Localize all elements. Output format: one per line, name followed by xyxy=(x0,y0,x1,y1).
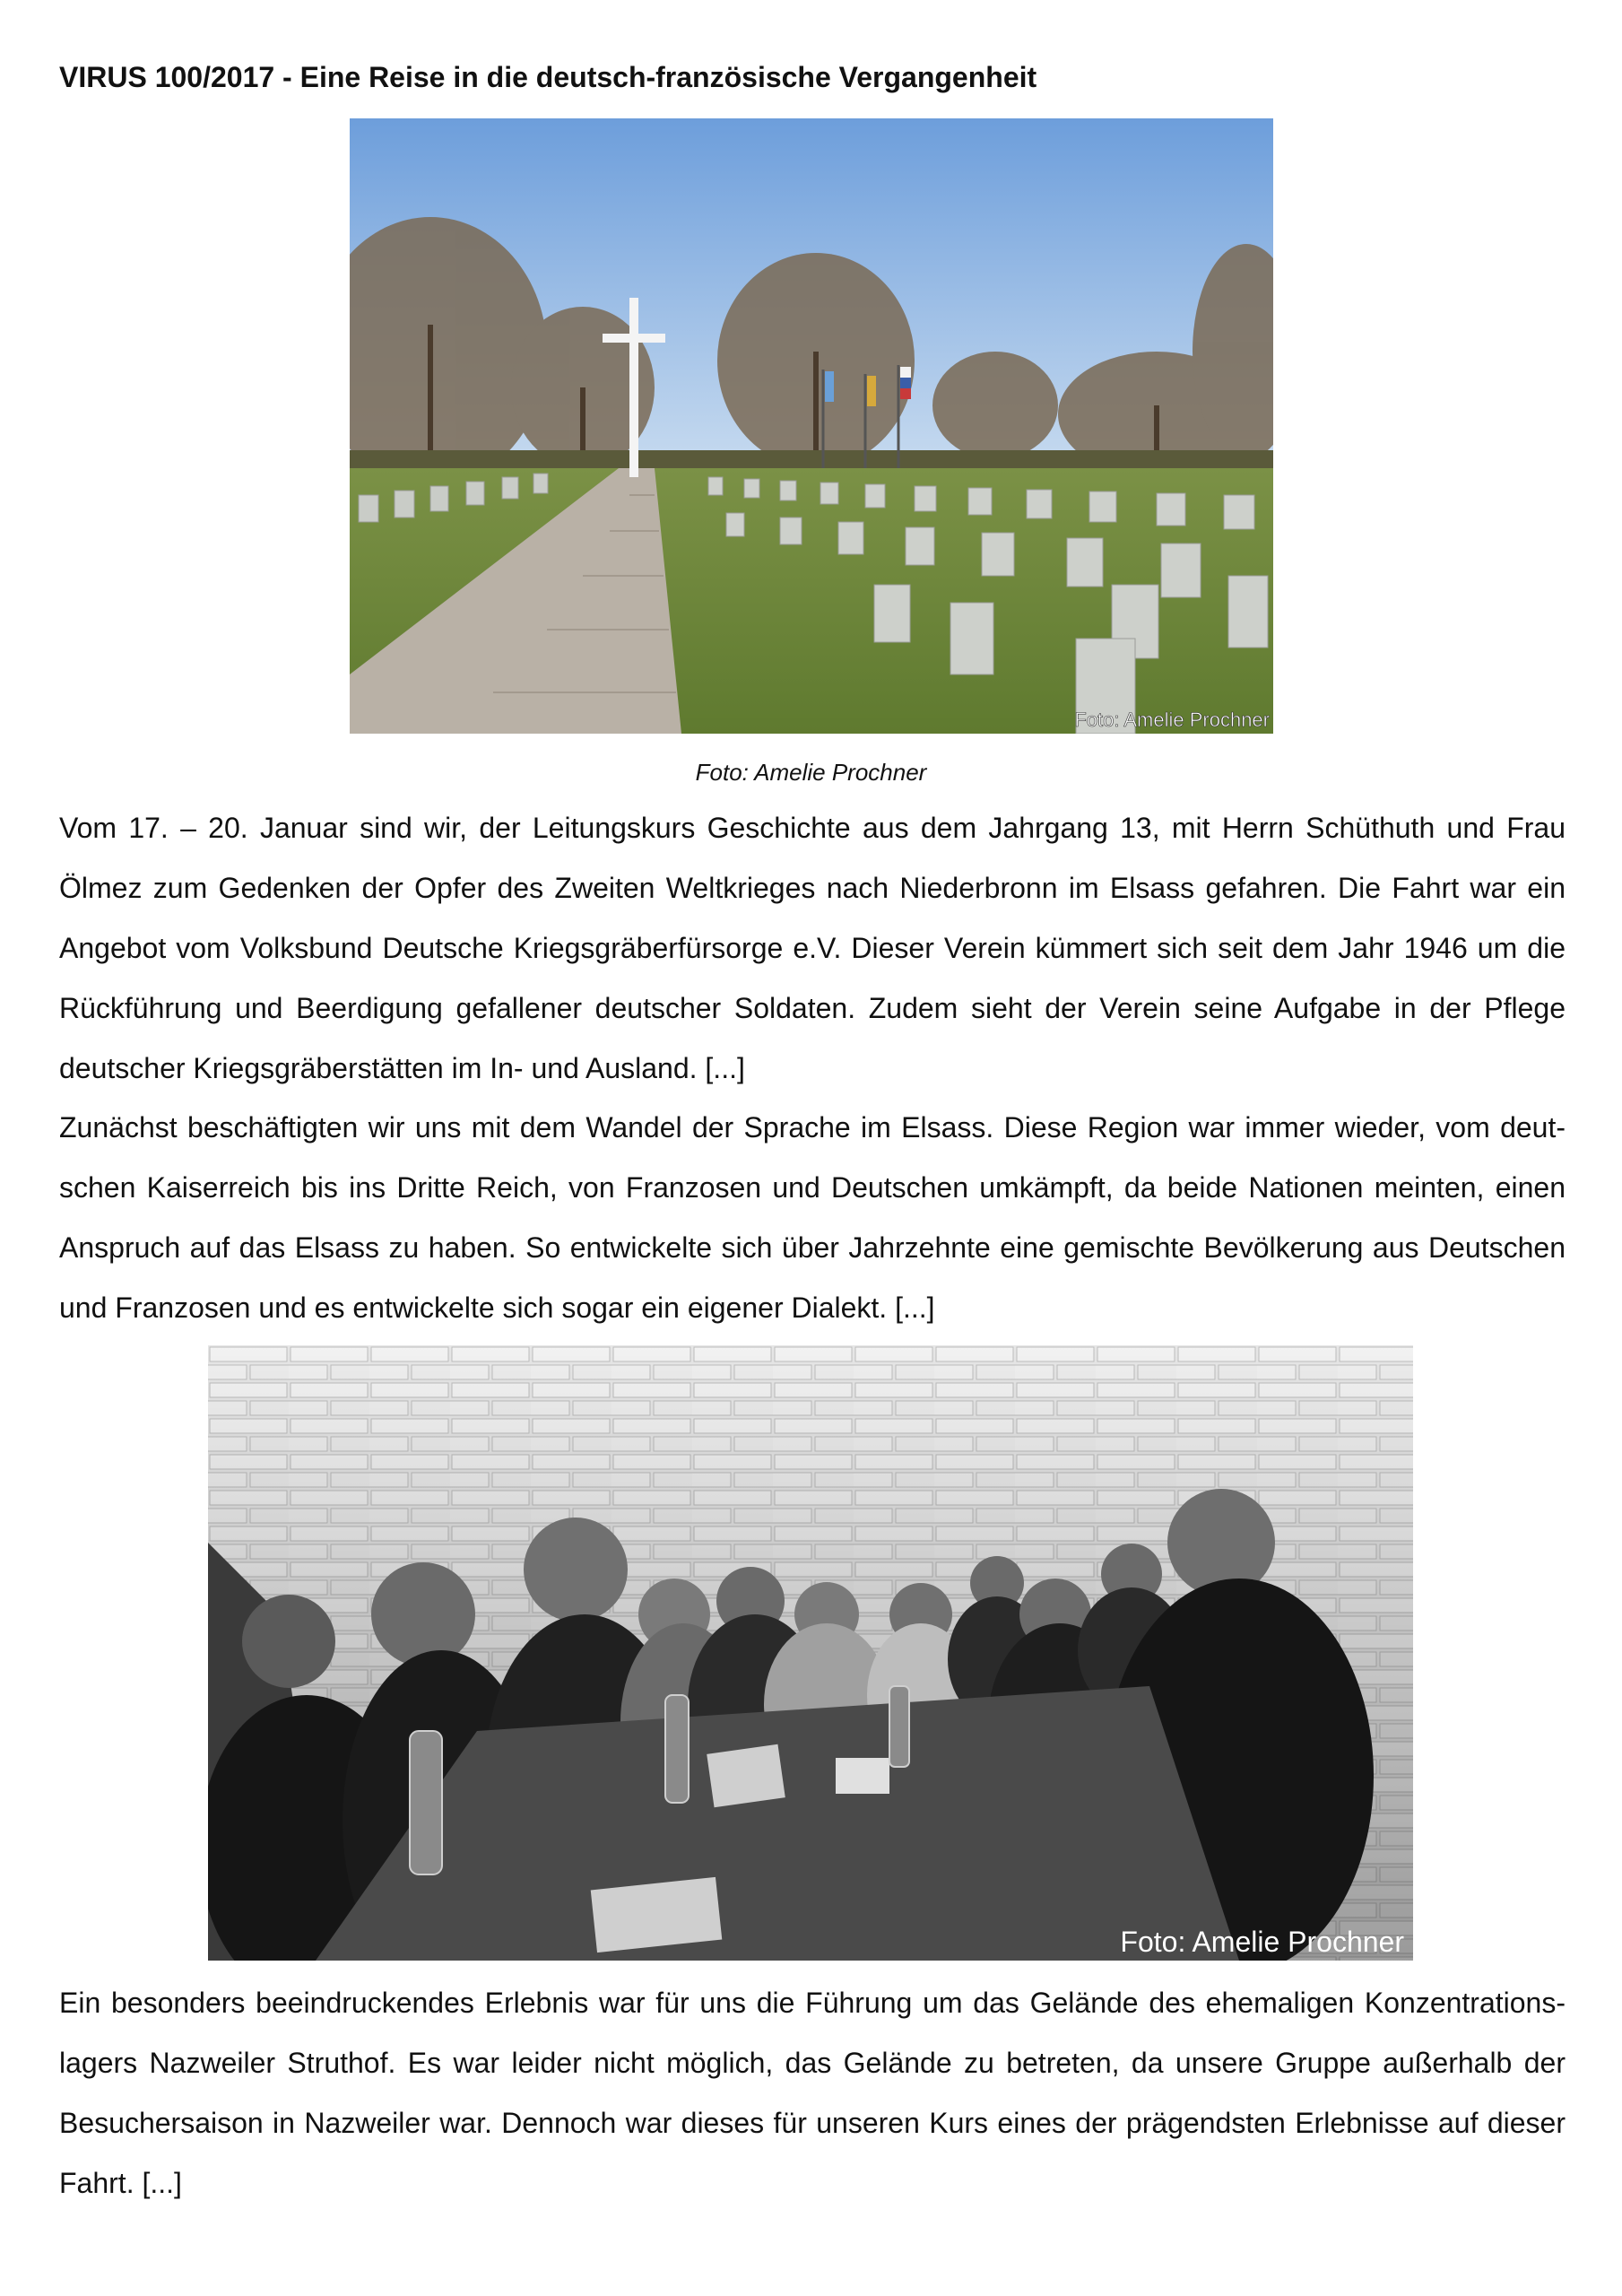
paragraph-line: Ölmez zum Gedenken der Opfer des Zweiten Weltkrieges nach Niederbronn im Elsass gefahren. Die Fahrt war ein xyxy=(59,872,1566,904)
paragraph-line: Fahrt. [...] xyxy=(59,2167,182,2199)
photo2-watermark: Foto: Amelie Prochner xyxy=(1120,1926,1404,1958)
paragraph-1 xyxy=(59,798,1566,1099)
paragraph-line: lagers Nazweiler Struthof. Es war leider nicht möglich, das Gelände zu betreten, da unsere Gruppe außerhalb der xyxy=(59,2047,1566,2079)
paragraph-line: schen Kaiserreich bis ins Dritte Reich, von Franzosen und Deutschen umkämpft, da beide Nationen meinten, einen xyxy=(59,1171,1566,1204)
paragraph-line: Vom 17. – 20. Januar sind wir, der Leitungskurs Geschichte aus dem Jahrgang 13, mit Herrn Schüthuth und Frau xyxy=(59,812,1566,844)
group-photo xyxy=(208,1345,1413,1961)
paragraph-line: deutscher Kriegsgräberstätten im In- und Ausland. [...] xyxy=(59,1052,745,1084)
photo1-watermark: Foto: Amelie Prochner xyxy=(1074,709,1270,731)
paragraph-3 xyxy=(59,1973,1566,2213)
paragraph-line: Ein besonders beeindruckendes Erlebnis war für uns die Führung um das Gelände des ehemaligen Konzentrations- xyxy=(59,1987,1566,2019)
paragraph-line: Zunächst beschäftigten wir uns mit dem Wandel der Sprache im Elsass. Diese Region war immer wieder, vom deut- xyxy=(59,1111,1566,1144)
paragraph-2 xyxy=(59,1098,1566,1338)
paragraph-line: Rückführung und Beerdigung gefallener deutscher Soldaten. Zudem sieht der Verein seine Aufgabe in der Pflege xyxy=(59,992,1566,1024)
page-title: VIRUS 100/2017 - Eine Reise in die deutsch-französische Vergangenheit xyxy=(59,61,1037,93)
paragraph-line: Angebot vom Volksbund Deutsche Kriegsgräberfürsorge e.V. Dieser Verein kümmert sich seit dem Jahr 1946 um die xyxy=(59,932,1566,964)
cemetery-photo xyxy=(350,118,1273,734)
paragraph-line: Anspruch auf das Elsass zu haben. So entwickelte sich über Jahrzehnte eine gemischte Bevölkerung aus Deutschen xyxy=(59,1231,1566,1264)
photo1-caption: Foto: Amelie Prochner xyxy=(695,759,927,786)
paragraph-line: und Franzosen und es entwickelte sich sogar ein eigener Dialekt. [...] xyxy=(59,1292,935,1324)
paragraph-line: Besuchersaison in Nazweiler war. Dennoch war dieses für unseren Kurs eines der prägendsten Erlebnisse auf dieser xyxy=(59,2107,1566,2139)
